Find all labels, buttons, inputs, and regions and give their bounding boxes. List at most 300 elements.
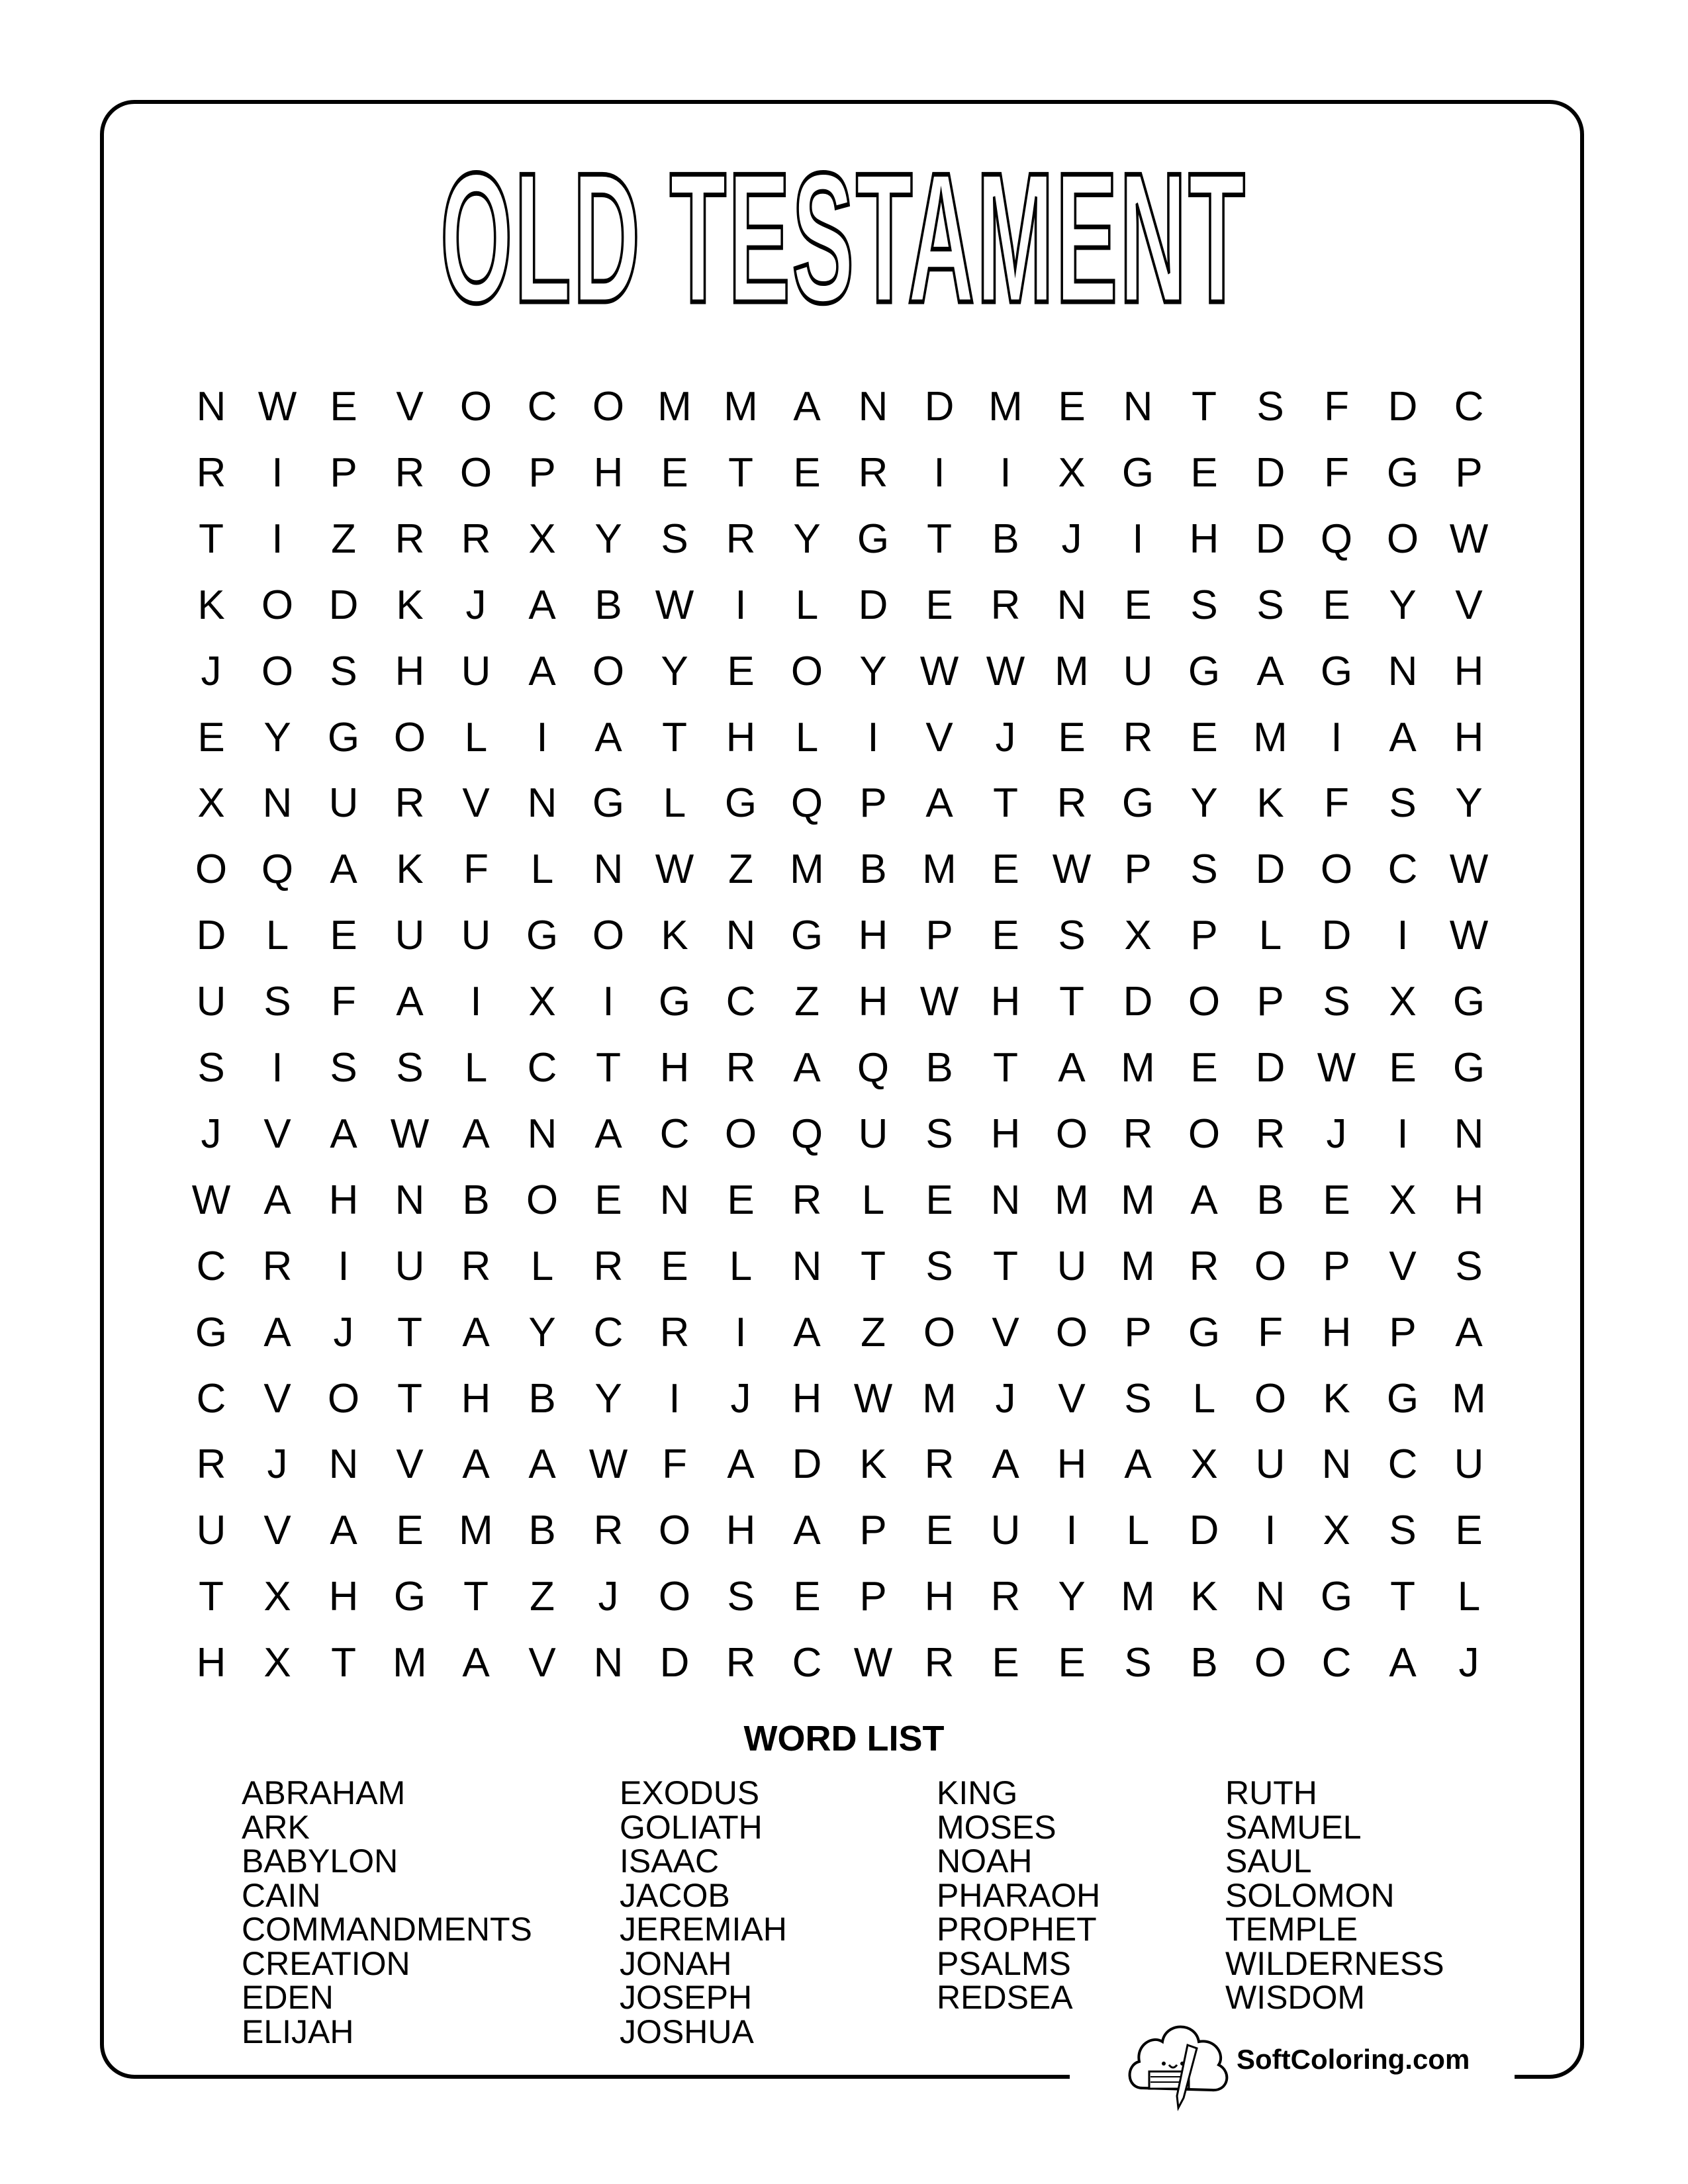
grid-cell[interactable]: E: [661, 1243, 688, 1289]
grid-cell[interactable]: C: [1454, 384, 1484, 430]
grid-cell[interactable]: C: [792, 1640, 822, 1686]
grid-cell[interactable]: O: [1320, 846, 1353, 893]
grid-cell[interactable]: D: [924, 384, 955, 430]
grid-cell[interactable]: C: [196, 1243, 226, 1289]
grid-cell[interactable]: A: [1455, 1309, 1483, 1355]
grid-cell[interactable]: E: [1323, 1177, 1350, 1223]
grid-cell[interactable]: K: [396, 582, 424, 628]
grid-cell[interactable]: Y: [1190, 780, 1218, 827]
grid-cell[interactable]: D: [659, 1640, 690, 1686]
grid-cell[interactable]: R: [461, 1243, 491, 1289]
grid-cell[interactable]: J: [995, 1375, 1016, 1422]
grid-cell[interactable]: S: [263, 979, 291, 1025]
grid-cell[interactable]: N: [395, 1177, 425, 1223]
grid-cell[interactable]: S: [1455, 1243, 1483, 1289]
grid-cell[interactable]: H: [593, 449, 624, 496]
grid-cell[interactable]: O: [923, 1309, 956, 1355]
grid-cell[interactable]: A: [330, 846, 357, 893]
grid-cell[interactable]: O: [459, 384, 492, 430]
grid-cell[interactable]: D: [328, 582, 359, 628]
grid-cell[interactable]: Y: [1058, 1574, 1086, 1620]
grid-cell[interactable]: T: [331, 1640, 356, 1686]
grid-cell[interactable]: N: [1123, 384, 1153, 430]
grid-cell[interactable]: O: [1254, 1375, 1287, 1422]
grid-cell[interactable]: R: [395, 449, 425, 496]
grid-cell[interactable]: P: [330, 449, 357, 496]
grid-cell[interactable]: W: [919, 648, 959, 694]
grid-cell[interactable]: R: [1189, 1243, 1219, 1289]
grid-cell[interactable]: A: [462, 1640, 490, 1686]
grid-cell[interactable]: E: [330, 913, 357, 959]
grid-cell[interactable]: J: [1458, 1640, 1479, 1686]
grid-cell[interactable]: K: [661, 913, 688, 959]
grid-cell[interactable]: G: [724, 780, 757, 827]
grid-cell[interactable]: Q: [790, 780, 823, 827]
grid-cell[interactable]: P: [859, 780, 887, 827]
grid-cell[interactable]: O: [261, 648, 294, 694]
grid-cell[interactable]: L: [795, 582, 819, 628]
grid-cell[interactable]: O: [1188, 1111, 1221, 1157]
grid-cell[interactable]: Y: [1389, 582, 1417, 628]
grid-cell[interactable]: T: [397, 1375, 422, 1422]
grid-cell[interactable]: R: [726, 516, 756, 562]
grid-cell[interactable]: X: [528, 979, 556, 1025]
grid-cell[interactable]: L: [464, 1045, 488, 1091]
grid-cell[interactable]: M: [724, 384, 758, 430]
grid-cell[interactable]: R: [924, 1640, 955, 1686]
grid-cell[interactable]: M: [1055, 648, 1089, 694]
grid-cell[interactable]: C: [726, 979, 756, 1025]
grid-cell[interactable]: S: [1190, 582, 1218, 628]
grid-cell[interactable]: R: [196, 449, 226, 496]
grid-cell[interactable]: X: [1323, 1508, 1350, 1554]
grid-cell[interactable]: H: [1189, 516, 1219, 562]
grid-cell[interactable]: C: [1387, 1441, 1418, 1488]
grid-cell[interactable]: A: [263, 1177, 291, 1223]
grid-cell[interactable]: V: [263, 1375, 291, 1422]
grid-cell[interactable]: R: [395, 780, 425, 827]
grid-cell[interactable]: G: [393, 1574, 426, 1620]
grid-cell[interactable]: H: [924, 1574, 955, 1620]
grid-cell[interactable]: W: [1449, 846, 1489, 893]
grid-cell[interactable]: P: [1124, 846, 1152, 893]
grid-cell[interactable]: O: [1254, 1640, 1287, 1686]
grid-cell[interactable]: A: [396, 979, 424, 1025]
grid-cell[interactable]: E: [992, 1640, 1019, 1686]
grid-cell[interactable]: W: [1052, 846, 1092, 893]
grid-cell[interactable]: A: [1190, 1177, 1218, 1223]
grid-cell[interactable]: Q: [790, 1111, 823, 1157]
grid-cell[interactable]: R: [262, 1243, 293, 1289]
grid-cell[interactable]: L: [729, 1243, 753, 1289]
grid-cell[interactable]: H: [726, 714, 756, 760]
grid-cell[interactable]: H: [1454, 1177, 1484, 1223]
grid-cell[interactable]: Y: [661, 648, 688, 694]
grid-cell[interactable]: V: [263, 1508, 291, 1554]
grid-cell[interactable]: L: [861, 1177, 885, 1223]
grid-cell[interactable]: D: [1255, 449, 1286, 496]
grid-cell[interactable]: T: [1059, 979, 1084, 1025]
grid-cell[interactable]: H: [792, 1375, 822, 1422]
grid-cell[interactable]: H: [659, 1045, 690, 1091]
grid-cell[interactable]: H: [196, 1640, 226, 1686]
grid-cell[interactable]: Y: [1455, 780, 1483, 827]
grid-cell[interactable]: A: [462, 1111, 490, 1157]
grid-cell[interactable]: C: [1387, 846, 1418, 893]
grid-cell[interactable]: A: [594, 714, 622, 760]
grid-cell[interactable]: R: [659, 1309, 690, 1355]
grid-cell[interactable]: L: [1126, 1508, 1150, 1554]
grid-cell[interactable]: S: [925, 1111, 953, 1157]
grid-cell[interactable]: N: [1454, 1111, 1484, 1157]
grid-cell[interactable]: G: [857, 516, 890, 562]
grid-cell[interactable]: Q: [261, 846, 294, 893]
grid-cell[interactable]: I: [933, 449, 945, 496]
grid-cell[interactable]: G: [1121, 449, 1154, 496]
grid-cell[interactable]: W: [588, 1441, 628, 1488]
grid-cell[interactable]: I: [470, 979, 482, 1025]
grid-cell[interactable]: E: [925, 582, 953, 628]
grid-cell[interactable]: O: [261, 582, 294, 628]
grid-cell[interactable]: B: [1256, 1177, 1284, 1223]
grid-cell[interactable]: N: [593, 846, 624, 893]
grid-cell[interactable]: I: [602, 979, 614, 1025]
grid-cell[interactable]: L: [530, 846, 554, 893]
grid-cell[interactable]: B: [528, 1508, 556, 1554]
grid-cell[interactable]: T: [1390, 1574, 1415, 1620]
grid-cell[interactable]: Y: [594, 516, 622, 562]
grid-cell[interactable]: R: [1123, 714, 1153, 760]
grid-cell[interactable]: K: [859, 1441, 887, 1488]
grid-cell[interactable]: M: [657, 384, 692, 430]
grid-cell[interactable]: K: [197, 582, 225, 628]
grid-cell[interactable]: X: [263, 1640, 291, 1686]
grid-cell[interactable]: E: [594, 1177, 622, 1223]
grid-cell[interactable]: J: [1061, 516, 1082, 562]
grid-cell[interactable]: M: [459, 1508, 493, 1554]
grid-cell[interactable]: M: [1121, 1243, 1155, 1289]
grid-cell[interactable]: X: [1190, 1441, 1218, 1488]
grid-cell[interactable]: S: [330, 648, 357, 694]
grid-cell[interactable]: M: [393, 1640, 427, 1686]
grid-cell[interactable]: E: [197, 714, 225, 760]
grid-cell[interactable]: H: [395, 648, 425, 694]
grid-cell[interactable]: G: [1320, 648, 1353, 694]
grid-cell[interactable]: S: [1389, 780, 1417, 827]
grid-cell[interactable]: A: [1389, 1640, 1417, 1686]
grid-cell[interactable]: A: [462, 1441, 490, 1488]
grid-cell[interactable]: Z: [861, 1309, 886, 1355]
grid-cell[interactable]: B: [528, 1375, 556, 1422]
grid-cell[interactable]: Z: [530, 1574, 555, 1620]
grid-cell[interactable]: U: [461, 648, 491, 694]
grid-cell[interactable]: K: [1256, 780, 1284, 827]
grid-cell[interactable]: O: [592, 648, 625, 694]
grid-cell[interactable]: T: [993, 1045, 1018, 1091]
grid-cell[interactable]: A: [793, 1508, 821, 1554]
grid-cell[interactable]: A: [1124, 1441, 1152, 1488]
grid-cell[interactable]: L: [464, 714, 488, 760]
grid-cell[interactable]: A: [793, 1045, 821, 1091]
grid-cell[interactable]: H: [858, 979, 888, 1025]
grid-cell[interactable]: J: [995, 714, 1016, 760]
grid-cell[interactable]: S: [1256, 582, 1284, 628]
grid-cell[interactable]: E: [1190, 714, 1218, 760]
grid-cell[interactable]: N: [1255, 1574, 1286, 1620]
grid-cell[interactable]: N: [1321, 1441, 1352, 1488]
grid-cell[interactable]: H: [1321, 1309, 1352, 1355]
grid-cell[interactable]: K: [396, 846, 424, 893]
grid-cell[interactable]: C: [1321, 1640, 1352, 1686]
grid-cell[interactable]: E: [1124, 582, 1152, 628]
grid-cell[interactable]: P: [1124, 1309, 1152, 1355]
grid-cell[interactable]: X: [1389, 979, 1417, 1025]
grid-cell[interactable]: Y: [263, 714, 291, 760]
grid-cell[interactable]: N: [858, 384, 888, 430]
grid-cell[interactable]: A: [594, 1111, 622, 1157]
grid-cell[interactable]: W: [1449, 913, 1489, 959]
grid-cell[interactable]: V: [992, 1309, 1019, 1355]
grid-cell[interactable]: Y: [793, 516, 821, 562]
grid-cell[interactable]: F: [1324, 449, 1349, 496]
grid-cell[interactable]: R: [593, 1243, 624, 1289]
grid-cell[interactable]: O: [1386, 516, 1419, 562]
grid-cell[interactable]: U: [1454, 1441, 1484, 1488]
grid-cell[interactable]: V: [263, 1111, 291, 1157]
grid-cell[interactable]: E: [992, 913, 1019, 959]
grid-cell[interactable]: G: [592, 780, 625, 827]
grid-cell[interactable]: A: [727, 1441, 755, 1488]
grid-cell[interactable]: X: [263, 1574, 291, 1620]
grid-cell[interactable]: J: [730, 1375, 751, 1422]
grid-cell[interactable]: R: [395, 516, 425, 562]
grid-cell[interactable]: T: [199, 1574, 224, 1620]
grid-cell[interactable]: J: [1326, 1111, 1347, 1157]
grid-cell[interactable]: L: [265, 913, 289, 959]
grid-cell[interactable]: H: [1454, 648, 1484, 694]
grid-cell[interactable]: P: [1389, 1309, 1417, 1355]
grid-cell[interactable]: I: [271, 1045, 283, 1091]
grid-cell[interactable]: N: [196, 384, 226, 430]
grid-cell[interactable]: W: [655, 846, 694, 893]
grid-cell[interactable]: E: [1058, 384, 1086, 430]
grid-cell[interactable]: E: [1058, 1640, 1086, 1686]
grid-cell[interactable]: N: [328, 1441, 359, 1488]
grid-cell[interactable]: C: [196, 1375, 226, 1422]
grid-cell[interactable]: G: [1320, 1574, 1353, 1620]
grid-cell[interactable]: W: [853, 1375, 893, 1422]
grid-cell[interactable]: G: [658, 979, 691, 1025]
grid-cell[interactable]: X: [1058, 449, 1086, 496]
grid-cell[interactable]: C: [527, 1045, 557, 1091]
grid-cell[interactable]: N: [659, 1177, 690, 1223]
grid-cell[interactable]: G: [1452, 1045, 1485, 1091]
grid-cell[interactable]: H: [1454, 714, 1484, 760]
grid-cell[interactable]: E: [925, 1508, 953, 1554]
grid-cell[interactable]: M: [1121, 1177, 1155, 1223]
grid-cell[interactable]: F: [331, 979, 356, 1025]
grid-cell[interactable]: Q: [1320, 516, 1353, 562]
grid-cell[interactable]: U: [461, 913, 491, 959]
grid-cell[interactable]: W: [655, 582, 694, 628]
grid-cell[interactable]: B: [859, 846, 887, 893]
grid-cell[interactable]: I: [1397, 1111, 1409, 1157]
grid-cell[interactable]: U: [196, 979, 226, 1025]
grid-cell[interactable]: G: [1452, 979, 1485, 1025]
grid-cell[interactable]: A: [330, 1111, 357, 1157]
grid-cell[interactable]: F: [662, 1441, 687, 1488]
grid-cell[interactable]: S: [1058, 913, 1086, 959]
grid-cell[interactable]: Z: [794, 979, 820, 1025]
grid-cell[interactable]: S: [925, 1243, 953, 1289]
grid-cell[interactable]: W: [919, 979, 959, 1025]
grid-cell[interactable]: T: [1192, 384, 1217, 430]
grid-cell[interactable]: E: [330, 384, 357, 430]
grid-cell[interactable]: V: [462, 780, 490, 827]
grid-cell[interactable]: O: [195, 846, 228, 893]
grid-cell[interactable]: A: [528, 1441, 556, 1488]
grid-cell[interactable]: I: [867, 714, 879, 760]
grid-cell[interactable]: R: [990, 582, 1021, 628]
grid-cell[interactable]: G: [1386, 1375, 1419, 1422]
grid-cell[interactable]: A: [528, 582, 556, 628]
grid-cell[interactable]: F: [1324, 384, 1349, 430]
grid-cell[interactable]: P: [1256, 979, 1284, 1025]
grid-cell[interactable]: P: [1455, 449, 1483, 496]
grid-cell[interactable]: B: [925, 1045, 953, 1091]
grid-cell[interactable]: T: [199, 516, 224, 562]
grid-cell[interactable]: Z: [728, 846, 753, 893]
grid-cell[interactable]: E: [793, 1574, 821, 1620]
grid-cell[interactable]: V: [396, 1441, 424, 1488]
grid-cell[interactable]: L: [1258, 913, 1282, 959]
grid-cell[interactable]: B: [462, 1177, 490, 1223]
grid-cell[interactable]: H: [726, 1508, 756, 1554]
grid-cell[interactable]: O: [790, 648, 823, 694]
grid-cell[interactable]: U: [1123, 648, 1153, 694]
grid-cell[interactable]: S: [1124, 1640, 1152, 1686]
grid-cell[interactable]: I: [1066, 1508, 1078, 1554]
grid-cell[interactable]: E: [727, 1177, 755, 1223]
grid-cell[interactable]: R: [1123, 1111, 1153, 1157]
grid-cell[interactable]: O: [592, 913, 625, 959]
grid-cell[interactable]: R: [726, 1640, 756, 1686]
grid-cell[interactable]: O: [658, 1508, 691, 1554]
grid-cell[interactable]: L: [1457, 1574, 1481, 1620]
grid-cell[interactable]: X: [1124, 913, 1152, 959]
grid-cell[interactable]: J: [333, 1309, 354, 1355]
grid-cell[interactable]: Q: [857, 1045, 890, 1091]
grid-cell[interactable]: I: [338, 1243, 350, 1289]
grid-cell[interactable]: I: [1000, 449, 1011, 496]
grid-cell[interactable]: V: [925, 714, 953, 760]
grid-cell[interactable]: L: [795, 714, 819, 760]
grid-cell[interactable]: M: [922, 1375, 957, 1422]
grid-cell[interactable]: R: [924, 1441, 955, 1488]
grid-cell[interactable]: A: [793, 384, 821, 430]
grid-cell[interactable]: T: [927, 516, 952, 562]
grid-cell[interactable]: S: [1389, 1508, 1417, 1554]
grid-cell[interactable]: S: [727, 1574, 755, 1620]
grid-cell[interactable]: N: [726, 913, 756, 959]
grid-cell[interactable]: A: [330, 1508, 357, 1554]
grid-cell[interactable]: D: [1255, 846, 1286, 893]
grid-cell[interactable]: E: [1058, 714, 1086, 760]
grid-cell[interactable]: B: [594, 582, 622, 628]
grid-cell[interactable]: U: [990, 1508, 1021, 1554]
grid-cell[interactable]: S: [1190, 846, 1218, 893]
grid-cell[interactable]: W: [191, 1177, 231, 1223]
grid-cell[interactable]: O: [526, 1177, 559, 1223]
grid-cell[interactable]: E: [992, 846, 1019, 893]
grid-cell[interactable]: G: [1121, 780, 1154, 827]
grid-cell[interactable]: A: [793, 1309, 821, 1355]
grid-cell[interactable]: I: [1397, 913, 1409, 959]
grid-cell[interactable]: W: [1317, 1045, 1356, 1091]
grid-cell[interactable]: A: [528, 648, 556, 694]
grid-cell[interactable]: J: [465, 582, 487, 628]
grid-cell[interactable]: O: [724, 1111, 757, 1157]
grid-cell[interactable]: O: [327, 1375, 360, 1422]
grid-cell[interactable]: H: [461, 1375, 491, 1422]
grid-cell[interactable]: H: [328, 1177, 359, 1223]
grid-cell[interactable]: X: [1389, 1177, 1417, 1223]
grid-cell[interactable]: Y: [528, 1309, 556, 1355]
grid-cell[interactable]: D: [1321, 913, 1352, 959]
grid-cell[interactable]: I: [1132, 516, 1144, 562]
grid-cell[interactable]: N: [1056, 582, 1087, 628]
grid-cell[interactable]: G: [195, 1309, 228, 1355]
grid-cell[interactable]: R: [1056, 780, 1087, 827]
grid-cell[interactable]: T: [596, 1045, 621, 1091]
grid-cell[interactable]: O: [592, 384, 625, 430]
grid-cell[interactable]: B: [1190, 1640, 1218, 1686]
grid-cell[interactable]: C: [593, 1309, 624, 1355]
grid-cell[interactable]: H: [990, 979, 1021, 1025]
grid-cell[interactable]: V: [1455, 582, 1483, 628]
grid-cell[interactable]: N: [593, 1640, 624, 1686]
grid-cell[interactable]: L: [663, 780, 686, 827]
grid-cell[interactable]: Y: [594, 1375, 622, 1422]
grid-cell[interactable]: O: [658, 1574, 691, 1620]
grid-cell[interactable]: F: [1324, 780, 1349, 827]
grid-cell[interactable]: O: [1055, 1111, 1088, 1157]
grid-cell[interactable]: H: [990, 1111, 1021, 1157]
grid-cell[interactable]: L: [530, 1243, 554, 1289]
grid-cell[interactable]: A: [925, 780, 953, 827]
grid-cell[interactable]: M: [790, 846, 824, 893]
grid-cell[interactable]: M: [1253, 714, 1288, 760]
grid-cell[interactable]: P: [859, 1574, 887, 1620]
grid-cell[interactable]: D: [792, 1441, 822, 1488]
grid-cell[interactable]: I: [1331, 714, 1342, 760]
grid-cell[interactable]: S: [1323, 979, 1350, 1025]
grid-cell[interactable]: S: [330, 1045, 357, 1091]
grid-cell[interactable]: W: [853, 1640, 893, 1686]
grid-cell[interactable]: G: [1188, 1309, 1221, 1355]
grid-cell[interactable]: S: [396, 1045, 424, 1091]
grid-cell[interactable]: S: [1124, 1375, 1152, 1422]
grid-cell[interactable]: G: [327, 714, 360, 760]
grid-cell[interactable]: A: [1256, 648, 1284, 694]
grid-cell[interactable]: X: [197, 780, 225, 827]
grid-cell[interactable]: Y: [859, 648, 887, 694]
grid-cell[interactable]: W: [390, 1111, 430, 1157]
grid-cell[interactable]: Z: [331, 516, 356, 562]
grid-cell[interactable]: V: [1389, 1243, 1417, 1289]
grid-cell[interactable]: T: [993, 1243, 1018, 1289]
grid-cell[interactable]: T: [861, 1243, 886, 1289]
